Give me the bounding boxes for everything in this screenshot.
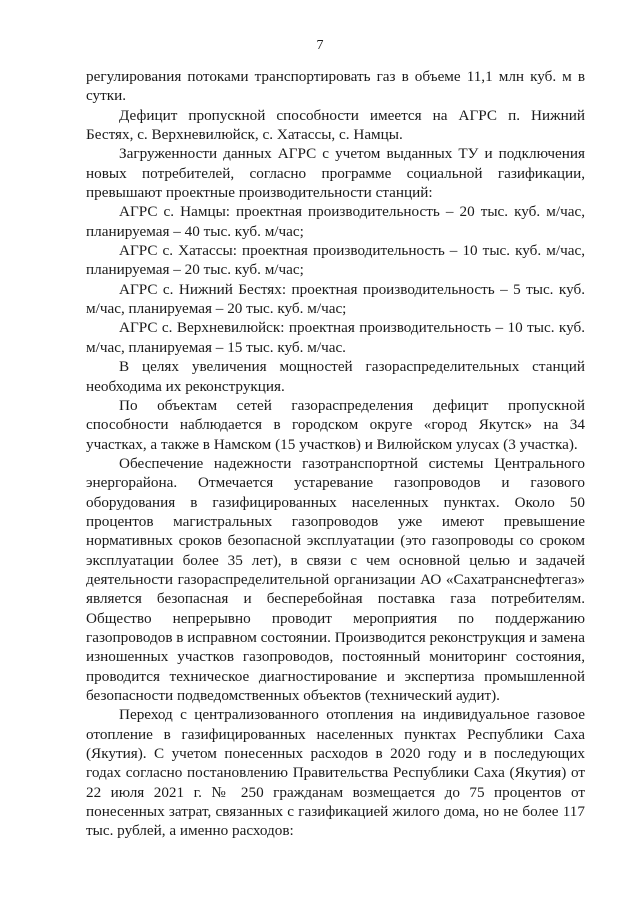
- body-text: [86, 67, 585, 841]
- page-number: 7: [316, 38, 324, 53]
- paragraph: АГРС с. Хатассы: проектная производительность – 10 тыс. куб. м/час, планируемая – 20 тыс. куб. м/час;: [86, 242, 585, 279]
- paragraph: В целях увеличения мощностей газораспределительных станций необходима их реконструкция.: [86, 358, 585, 395]
- paragraph: АГРС с. Намцы: проектная производительность – 20 тыс. куб. м/час, планируемая – 40 тыс. куб. м/час;: [86, 203, 585, 240]
- paragraph: регулирования потоками транспортировать газ в объеме 11,1 млн куб. м в сутки.: [86, 68, 585, 105]
- paragraph: АГРС с. Нижний Бестях: проектная производительность – 5 тыс. куб. м/час, планируемая – 20 тыс. куб. м/час;: [86, 280, 585, 318]
- paragraph: Дефицит пропускной способности имеется на АГРС п. Нижний Бестях, с. Верхневилюйск, с. Хатассы, с. Намцы.: [86, 106, 585, 144]
- paragraph: Загруженности данных АГРС с учетом выданных ТУ и подключения новых потребителей, согласно программе социальной газификации, превышают проектные производительности станций:: [86, 145, 585, 202]
- paragraph: АГРС с. Верхневилюйск: проектная производительность – 10 тыс. куб. м/час, планируемая – 15 тыс. куб. м/час.: [86, 319, 585, 356]
- paragraph: Обеспечение надежности газотранспортной системы Центрального энергорайона. Отмечается устаревание газопроводов и газового оборудования в газифицированных населенных пунктах. Около 50 процентов магистральных газопроводов уже имеют превышение нормативных сроков безопасной эксплуатации (это газопроводы со сроком эксплуатации более 35 лет), в связи с чем основной целью и задачей деятельности газораспределительной организации АО «Сахатранснефтегаз» является безопасная и бесперебойная поставка газа потребителям. Общество непрерывно проводит мероприятия по поддержанию газопроводов в исправном состоянии. Производится реконструкция и замена изношенных участков газопроводов, постоянный мониторинг состояния, проводится техническое диагностирование и экспертиза промышленной безопасности подведомственных объектов (технический аудит).: [86, 454, 585, 704]
- paragraph: По объектам сетей газораспределения дефицит пропускной способности наблюдается в городском округе «город Якутск» на 34 участках, а также в Намском (15 участков) и Вилюйском улусах (3 участка).: [86, 396, 585, 453]
- paragraph: Переход с централизованного отопления на индивидуальное газовое отопление в газифицированных населенных пунктах Республики Саха (Якутия). С учетом понесенных расходов в 2020 году и в последующих годах согласно постановлению Правительства Республики Саха (Якутия) от 22 июля 2021 г. № 250 гражданам возмещается до 75 процентов от понесенных затрат, связанных с газификацией жилого дома, но не более 117 тыс. рублей, а именно расходов:: [86, 706, 585, 840]
